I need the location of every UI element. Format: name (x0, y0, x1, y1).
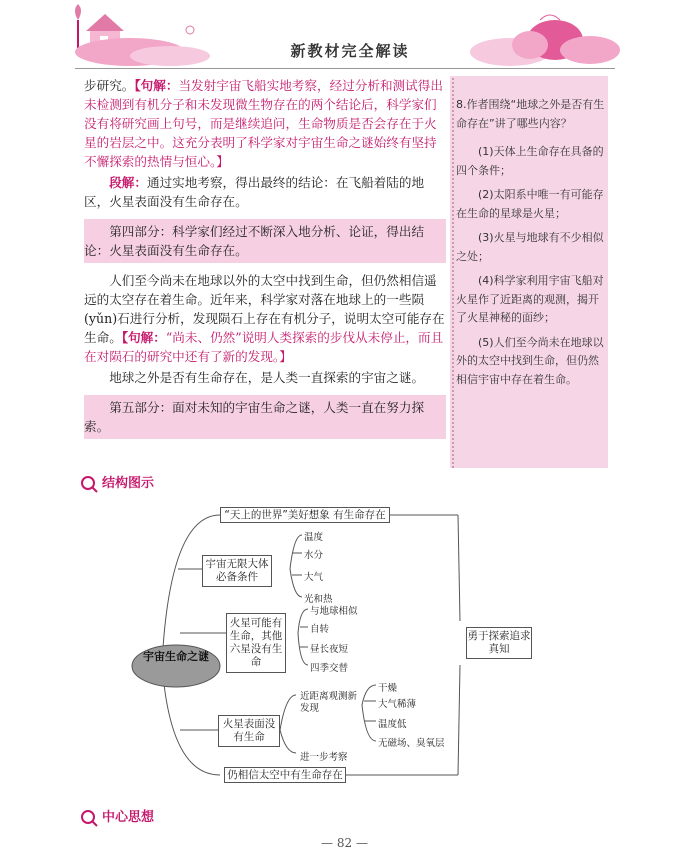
diagram-conditions-box: 宇宙无限大体必备条件 (202, 555, 272, 587)
sentence-note-body: 当发射宇宙飞船实地考察，经过分析和测试得出未检测到有机分子和未发现微生物存在的两个结论后，科学家们没有将研究画上句号，而是继续追问，生命物质是否会存在于火星的岩层之中。这充分表明了科学家对宇宙生命之谜始终有坚持不懈探索的热情与恒心。】 (84, 78, 443, 169)
structure-heading-text: 结构图示 (102, 476, 155, 491)
paragraph-section-note (84, 173, 446, 211)
observation-item: 干燥 (378, 683, 398, 694)
observation-item: 无磁场、臭氧层 (378, 738, 445, 749)
condition-item: 温度 (304, 532, 324, 543)
observation-item: 大气稀薄 (378, 699, 417, 710)
condition-item: 水分 (304, 550, 324, 561)
part-five-box (84, 395, 446, 439)
part-five-text: 第五部分：面对未知的宇宙生命之谜，人类一直在努力探索。 (84, 400, 425, 434)
mars-item: 自转 (310, 624, 330, 635)
header-rule (75, 68, 615, 69)
paragraph-sentence-note (84, 76, 446, 171)
part-four-box (84, 219, 446, 263)
diagram-top-box: “天上的世界”美好想象 有生命存在 (220, 507, 390, 523)
mars-item: 与地球相似 (310, 606, 358, 617)
section-note-label: 段解： (109, 175, 147, 190)
answer-item: (4)科学家利用宇宙飞船对火星作了近距离的观测，揭开了火星神秘的面纱； (456, 274, 604, 324)
structure-diagram (100, 505, 560, 791)
sentence-note-body-2: “尚未、仍然”说明人类探索的步伐从未停止，而且在对陨石的研究中还有了新的发现。】 (84, 330, 444, 364)
condition-item: 光和热 (304, 594, 333, 605)
mars-item: 四季交替 (310, 663, 349, 674)
diagram-mars-box: 火星可能有生命，其他六星没有生命 (226, 613, 286, 673)
text-lead: 步研究。 (84, 78, 135, 93)
answer-item: (5)人们至今尚未在地球以外的太空中找到生命，但仍然相信宇宙中存在着生命。 (456, 335, 604, 386)
diagram-surface-box: 火星表面没有生命 (218, 715, 280, 747)
page-header (0, 0, 689, 72)
left-column (84, 76, 446, 439)
part-four-text: 第四部分：科学家们经过不断深入地分析、论证，得出结论：火星表面没有生命存在。 (84, 224, 425, 258)
paragraph-mystery: 地球之外是否有生命存在，是人类一直探索的宇宙之谜。 (109, 370, 425, 385)
further-investigation: 进一步考察 (300, 752, 348, 763)
header-title: 新教材完全解读 (290, 42, 410, 60)
mars-item: 昼长夜短 (310, 644, 349, 655)
page-number: — 82 — (321, 836, 368, 850)
central-idea-heading-text: 中心思想 (102, 810, 155, 825)
section-note-body: 通过实地考察，得出最终的结论：在飞船着陆的地区，火星表面没有生命存在。 (84, 175, 425, 209)
answer-item: (2)太阳系中唯一有可能存在生命的星球是火星； (456, 188, 604, 220)
paragraph-meteorite (84, 271, 446, 366)
column-divider (452, 78, 454, 468)
diagram-center: 宇宙生命之谜 (143, 650, 209, 663)
answer-item: (1)天体上生命存在具备的四个条件； (456, 145, 604, 177)
sentence-note-label-2: 【句解： (121, 330, 166, 345)
sentence-note-label: 【句解： (134, 78, 179, 93)
diagram-bottom-box: 仍相信太空中有生命存在 (224, 767, 346, 783)
meteorite-text: 人们至今尚未在地球以外的太空中找到生命，但仍然相信遥远的太空存在着生命。近年来，科学家对落在地球上的一些陨(yǔn)石进行分析，发现陨石上存在有机分子，说明太空可能存在生命。 (84, 273, 445, 345)
question-text: 8.作者围绕“地球之外是否有生命存在”讲了哪些内容？ (456, 98, 605, 130)
observation-item: 温度低 (378, 719, 407, 730)
magnifier-icon (80, 809, 98, 827)
answer-item: (3)火星与地球有不少相似之处； (456, 231, 604, 263)
central-idea-heading (80, 806, 154, 827)
near-observation: 近距离观测新发现 (300, 691, 358, 714)
magnifier-icon (80, 475, 98, 493)
condition-item: 大气 (304, 572, 324, 583)
right-column (456, 96, 606, 389)
diagram-right-box: 勇于探索追求真知 (466, 627, 532, 659)
structure-heading (80, 472, 154, 493)
